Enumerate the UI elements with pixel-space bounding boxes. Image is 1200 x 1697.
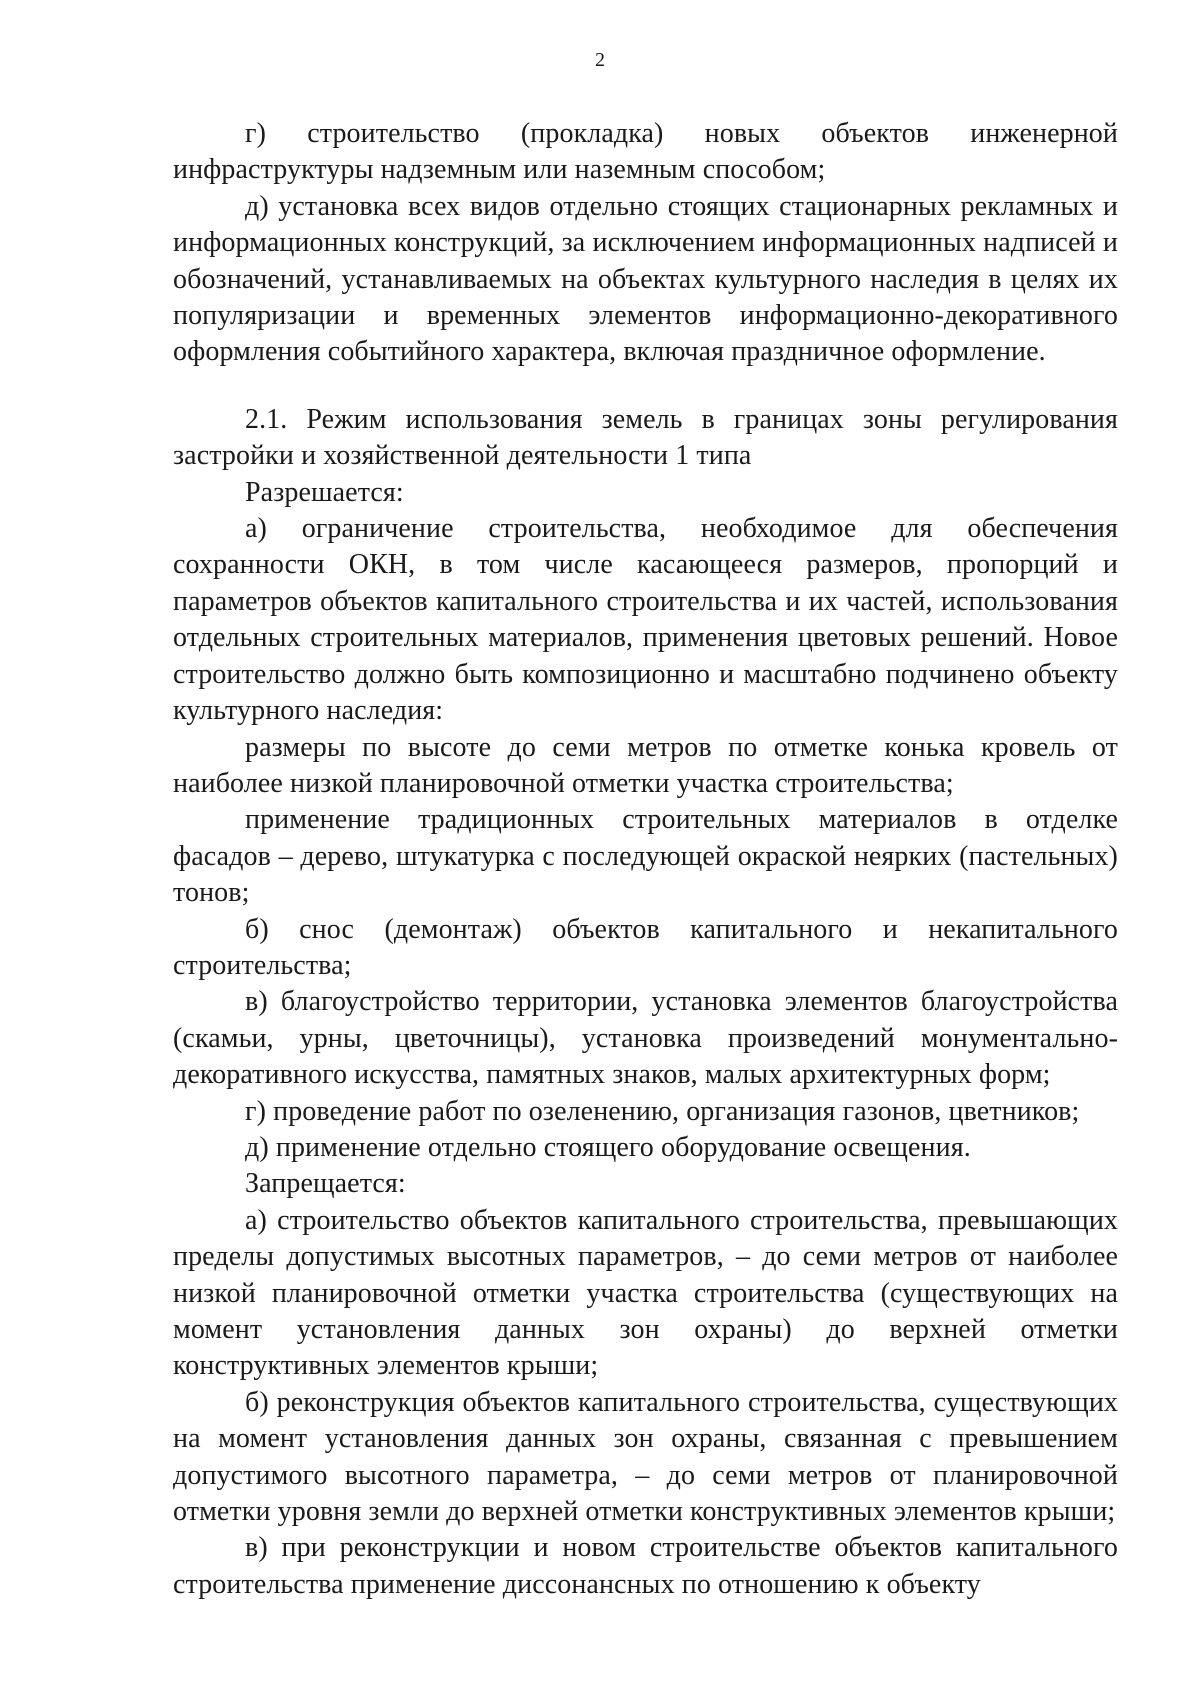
- prohibited-heading: Запрещается:: [245, 1168, 406, 1200]
- prohibited-item-a: а) строительство объектов капитального строительства, превышающих пределы допустимых высотных параметров, – до семи метров от наиболее низкой планировочной отметки участка строительства (существующих на момент установления данных зон охраны) до верхней отметки конструктивных элементов крыши;: [173, 1204, 1118, 1382]
- prohibited-item-b: б) реконструкция объектов капитального строительства, существующих на момент установления данных зон охраны, связанная с превышением допустимого высотного параметра, – до семи метров от планировочной отметки уровня земли до верхней отметки конструктивных элементов крыши;: [173, 1386, 1118, 1528]
- document-body: [173, 116, 1118, 1603]
- page-number: 2: [595, 49, 605, 71]
- permitted-item-height: размеры по высоте до семи метров по отметке конька кровель от наиболее низкой планировочной отметки участка строительства;: [173, 731, 1118, 799]
- prohibited-item-v: в) при реконструкции и новом строительстве объектов капитального строительства применение диссонансных по отношению к объекту: [173, 1532, 1118, 1600]
- paragraph-item-g-infrastructure: г) строительство (прокладка) новых объектов инженерной инфраструктуры надземным или наземным способом;: [173, 118, 1118, 186]
- section-gap: [173, 371, 1118, 402]
- permitted-item-b: б) снос (демонтаж) объектов капитального и некапитального строительства;: [173, 913, 1118, 981]
- permitted-item-v: в) благоустройство территории, установка элементов благоустройства (скамьи, урны, цветочницы), установка произведений монументально-декоративного искусства, памятных знаков, малых архитектурных форм;: [173, 986, 1118, 1091]
- permitted-item-materials: применение традиционных строительных материалов в отделке фасадов – дерево, штукатурка с последующей окраской неярких (пастельных) тонов;: [173, 804, 1118, 909]
- paragraph-item-d-advertising: д) установка всех видов отдельно стоящих стационарных рекламных и информационных конструкций, за исключением информационных надписей и обозначений, устанавливаемых на объектах культурного наследия в целях их популяризации и временных элементов информационно-декоративного оформления событийного характера, включая праздничное оформление.: [173, 190, 1118, 368]
- permitted-item-g: г) проведение работ по озеленению, организация газонов, цветников;: [245, 1095, 1080, 1127]
- permitted-item-a: а) ограничение строительства, необходимое для обеспечения сохранности ОКН, в том числе касающееся размеров, пропорций и параметров объектов капитального строительства и их частей, использования отдельных строительных материалов, применения цветовых решений. Новое строительство должно быть композиционно и масштабно подчинено объекту культурного наследия:: [173, 513, 1118, 727]
- permitted-item-d: д) применение отдельно стоящего оборудование освещения.: [245, 1131, 971, 1163]
- section-heading-2-1: 2.1. Режим использования земель в границах зоны регулирования застройки и хозяйственной деятельности 1 типа: [173, 403, 1118, 472]
- permitted-heading: Разрешается:: [245, 476, 404, 508]
